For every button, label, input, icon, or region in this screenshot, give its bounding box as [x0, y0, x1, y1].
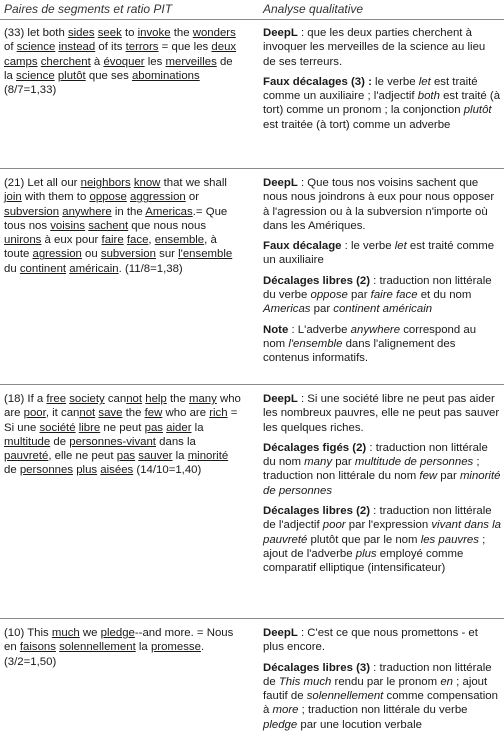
text-run: ou [81, 248, 101, 261]
text-run: oppose [310, 289, 348, 302]
text-run: = Nous en [4, 627, 234, 654]
aligned-word: sachent [88, 219, 129, 232]
aligned-word: unirons [4, 234, 42, 247]
text-run: les pauvres [420, 533, 479, 546]
text-run: comme compensation à [263, 690, 498, 717]
row-divider [0, 384, 504, 385]
text-run: de [4, 464, 20, 477]
aligned-word: help [145, 393, 167, 405]
aligned-word: sides [67, 27, 95, 39]
analysis-cell [263, 626, 501, 738]
text-run: poor [322, 519, 346, 532]
text-run: more [272, 704, 299, 717]
text-run: que ses [85, 69, 132, 82]
aligned-word: multitude [4, 435, 51, 448]
text-run: et du nom [417, 289, 472, 302]
aligned-word: promesse [150, 641, 201, 654]
text-run: This much [278, 675, 332, 688]
text-run: (10) This [4, 627, 52, 639]
text-run: ; ajout de l'adverbe [263, 533, 486, 560]
aligned-word: faisons [19, 641, 56, 654]
aligned-word: libre [78, 421, 101, 434]
text-run: à eux pour [41, 234, 102, 247]
text-run: . (11/8=1,38) [118, 262, 183, 275]
analysis-paragraph [263, 274, 501, 317]
text-run: = Si une [4, 407, 238, 434]
aligned-word: société [39, 421, 76, 434]
text-run: faire face [370, 289, 418, 302]
text-run: both [417, 90, 440, 103]
aligned-word: terrors [125, 41, 159, 54]
analysis-paragraph [263, 176, 501, 233]
aligned-word: poor [23, 407, 46, 420]
aligned-word: aider [166, 421, 192, 434]
text-run: : C'est ce que nous promettons - et plus encore. [263, 627, 478, 654]
text-run: est traité comme un auxiliaire [263, 240, 495, 267]
text-run: à [90, 55, 104, 68]
aligned-word: seek [97, 27, 122, 39]
text-run: continent américain [333, 303, 433, 316]
aligned-word: faire [101, 234, 124, 247]
text-run: can [104, 393, 127, 405]
text-run: dans la [155, 435, 196, 448]
aligned-word: save [98, 407, 123, 420]
analysis-paragraph [263, 323, 501, 366]
aligned-word: science [16, 41, 56, 54]
text-run: = [158, 41, 169, 54]
text-run: : le verbe [341, 240, 395, 253]
text-run: plutôt que par le nom [307, 533, 421, 546]
analysis-paragraph [263, 441, 501, 498]
text-run: , à toute [4, 234, 217, 261]
text-run: : que les deux parties cherchent à invoquer les merveilles de la science au lieu de ses terreurs. [263, 27, 486, 68]
text-run: to [121, 27, 138, 39]
aligned-word: aggression [130, 191, 186, 204]
text-run: the [166, 393, 189, 405]
analysis-paragraph [263, 26, 501, 69]
text-run: : traduction non littérale de l'adjectif [263, 505, 492, 532]
text-run: par [332, 456, 355, 469]
analysis-label: Décalages libres (3) [263, 661, 370, 674]
aligned-word: l'ensemble [178, 248, 233, 261]
text-run: ; traduction non littérale du verbe [298, 704, 468, 717]
aligned-word: society [69, 393, 105, 405]
analysis-label: DeepL [263, 393, 298, 405]
aligned-word: anywhere [62, 205, 112, 218]
header-right: Analyse qualitative [263, 2, 364, 16]
aligned-word: oppose [89, 191, 127, 204]
text-run: la [135, 641, 151, 654]
text-run: = Que tous nos [4, 205, 228, 232]
aligned-word: agression [32, 248, 82, 261]
text-run: , elle ne peut [48, 450, 117, 463]
text-run: of [4, 41, 17, 54]
text-run: : Si une société libre ne peut pas aider les nombreux pauvres, elle ne peut pas sauver les quelques riches. [263, 393, 500, 434]
text-run: sur [155, 248, 179, 261]
text-run: en [440, 675, 453, 688]
text-run: --and more. [134, 627, 194, 639]
text-run: ; ajout fautif de [263, 675, 488, 703]
text-run: : L'adverbe [288, 323, 351, 336]
analysis-cell [263, 392, 501, 582]
row-divider [0, 168, 504, 169]
text-run: of its [95, 41, 126, 54]
text-run: , [148, 234, 155, 247]
aligned-word: rich [209, 407, 228, 420]
text-run: par [347, 289, 371, 302]
aligned-word: évoquer [103, 55, 145, 68]
text-run: many [304, 456, 333, 469]
text-run: est traité (à tort) comme un pronom ; la conjonction [263, 90, 501, 117]
aligned-word: neighbors [80, 177, 131, 189]
aligned-word: invoke [137, 27, 171, 39]
aligned-word: camps [4, 55, 38, 68]
text-run: that we shall [160, 177, 227, 189]
analysis-paragraph [263, 75, 501, 132]
text-run: the [122, 407, 145, 420]
aligned-word: not [126, 393, 143, 405]
analysis-label: Note [263, 323, 289, 336]
text-run: par [437, 470, 460, 483]
aligned-word: instead [58, 41, 96, 54]
aligned-word: aisées [100, 464, 134, 477]
segment-pair-cell [4, 176, 242, 276]
text-run: (8/7=1,33) [4, 84, 57, 97]
text-run: : traduction non littérale de [263, 661, 492, 688]
text-run: with them to [21, 191, 90, 204]
text-run: de la [4, 55, 233, 82]
text-run: the [170, 27, 193, 39]
row-divider [0, 618, 504, 619]
text-run: par l'expression [345, 519, 432, 532]
analysis-label: Décalages libres (2) [263, 505, 370, 518]
aligned-word: plutôt [57, 69, 86, 82]
text-run: anywhere [350, 323, 401, 336]
text-run: let [418, 75, 431, 88]
text-run: rendu par le pronom [331, 675, 441, 688]
text-run: par une locution verbale [297, 718, 422, 731]
text-run: : traduction non littérale du verbe [263, 274, 492, 302]
text-run: Americas [263, 303, 311, 316]
aligned-word: wonders [192, 27, 236, 39]
text-run: est traitée (à tort) comme un adverbe [263, 118, 451, 131]
text-run: few [419, 470, 438, 483]
text-run: plutôt [463, 104, 492, 117]
aligned-word: know [133, 177, 161, 189]
text-run: who are [162, 407, 210, 420]
analysis-label: DeepL [263, 177, 298, 189]
text-run: de [50, 435, 70, 448]
aligned-word: free [46, 393, 67, 405]
aligned-word: many [188, 393, 217, 405]
text-run: est traité comme un auxiliaire ; l'adjectif [263, 75, 478, 103]
text-run: we [79, 627, 101, 639]
segment-pair-cell [4, 392, 242, 478]
aligned-word: pledge [100, 627, 135, 639]
text-run: la [172, 450, 188, 463]
text-run: dans l'alignement des contenus informatifs. [263, 337, 456, 365]
text-run: multitude de personnes [354, 456, 474, 469]
analysis-label: Décalages figés (2) [263, 441, 367, 454]
text-run: who are [4, 393, 241, 420]
aligned-word: personnes [19, 464, 74, 477]
analysis-paragraph [263, 504, 501, 575]
text-run: in the [111, 205, 146, 218]
text-run: vivant dans la pauvreté [263, 519, 502, 546]
text-run: les [144, 55, 166, 68]
text-run: la [191, 421, 204, 434]
analysis-cell [263, 176, 501, 372]
aligned-word: science [16, 69, 55, 82]
aligned-word: pauvreté [4, 450, 49, 463]
segment-pair-cell [4, 626, 242, 669]
aligned-word: pas [144, 421, 163, 434]
aligned-word: voisins [50, 219, 86, 232]
text-run: du [4, 262, 20, 275]
analysis-label: Faux décalage [263, 240, 342, 253]
text-run: que nous nous [128, 219, 207, 232]
aligned-word: abominations [131, 69, 200, 82]
aligned-word: sauver [138, 450, 173, 463]
aligned-word: plus [76, 464, 98, 477]
text-run: (14/10=1,40) [133, 464, 202, 477]
text-run: pledge [263, 718, 298, 731]
text-run: , it can [45, 407, 80, 420]
text-run: par [310, 303, 334, 316]
aligned-word: américain [69, 262, 119, 275]
analysis-label: Décalages libres (2) [263, 274, 370, 287]
text-run: ne peut [100, 421, 145, 434]
analysis-label: DeepL [263, 627, 298, 639]
aligned-word: deux [211, 41, 237, 54]
text-run: correspond au nom [263, 323, 477, 350]
text-run: employé comme comparatif elliptique (intensificateur) [263, 547, 464, 575]
text-run: solennellement [306, 690, 384, 703]
segment-pair-cell [4, 26, 242, 97]
aligned-word: join [4, 191, 22, 204]
text-run: : Que tous nos voisins sachent que nous nous joindrons à eux pour nous opposer à l'agression ou à la subversion n'importe où dans les Amériques. [263, 177, 495, 232]
aligned-word: ensemble [154, 234, 205, 247]
aligned-word: face [126, 234, 149, 247]
aligned-word: few [144, 407, 163, 420]
aligned-word: cherchent [40, 55, 91, 68]
header-left: Paires de segments et ratio PIT [4, 2, 173, 16]
aligned-word: Americas [145, 205, 193, 218]
analysis-cell [263, 26, 501, 138]
analysis-paragraph [263, 626, 501, 655]
text-run: (33) let both [4, 27, 68, 39]
aligned-word: subversion [100, 248, 156, 261]
text-run: (18) If a [4, 393, 47, 405]
text-run: ; traduction non littérale du nom [263, 456, 480, 483]
analysis-paragraph [263, 392, 501, 435]
aligned-word: pas [116, 450, 136, 463]
text-run: plus [355, 547, 377, 560]
aligned-word: merveilles [165, 55, 217, 68]
text-run: : traduction non littérale du nom [263, 441, 488, 469]
aligned-word: not [79, 407, 96, 420]
text-run: . (3/2=1,50) [4, 641, 205, 668]
text-run: . [192, 205, 196, 218]
header-rule [0, 19, 504, 20]
text-run: minorité de personnes [263, 470, 501, 497]
text-run: que les [168, 41, 212, 54]
aligned-word: continent [19, 262, 67, 275]
aligned-word: subversion [4, 205, 60, 218]
aligned-word: much [51, 627, 80, 639]
aligned-word: personnes-vivant [69, 435, 156, 448]
text-run: l'ensemble [288, 337, 343, 350]
text-run: let [394, 240, 407, 253]
analysis-paragraph [263, 239, 501, 268]
text-run: (21) Let all our [4, 177, 81, 189]
aligned-word: solennellement [59, 641, 136, 654]
analysis-paragraph [263, 661, 501, 732]
text-run: or [185, 191, 200, 204]
analysis-label: Faux décalages (3) : [263, 75, 372, 88]
aligned-word: minorité [187, 450, 229, 463]
analysis-label: DeepL [263, 27, 298, 39]
text-run: le verbe [371, 75, 419, 88]
